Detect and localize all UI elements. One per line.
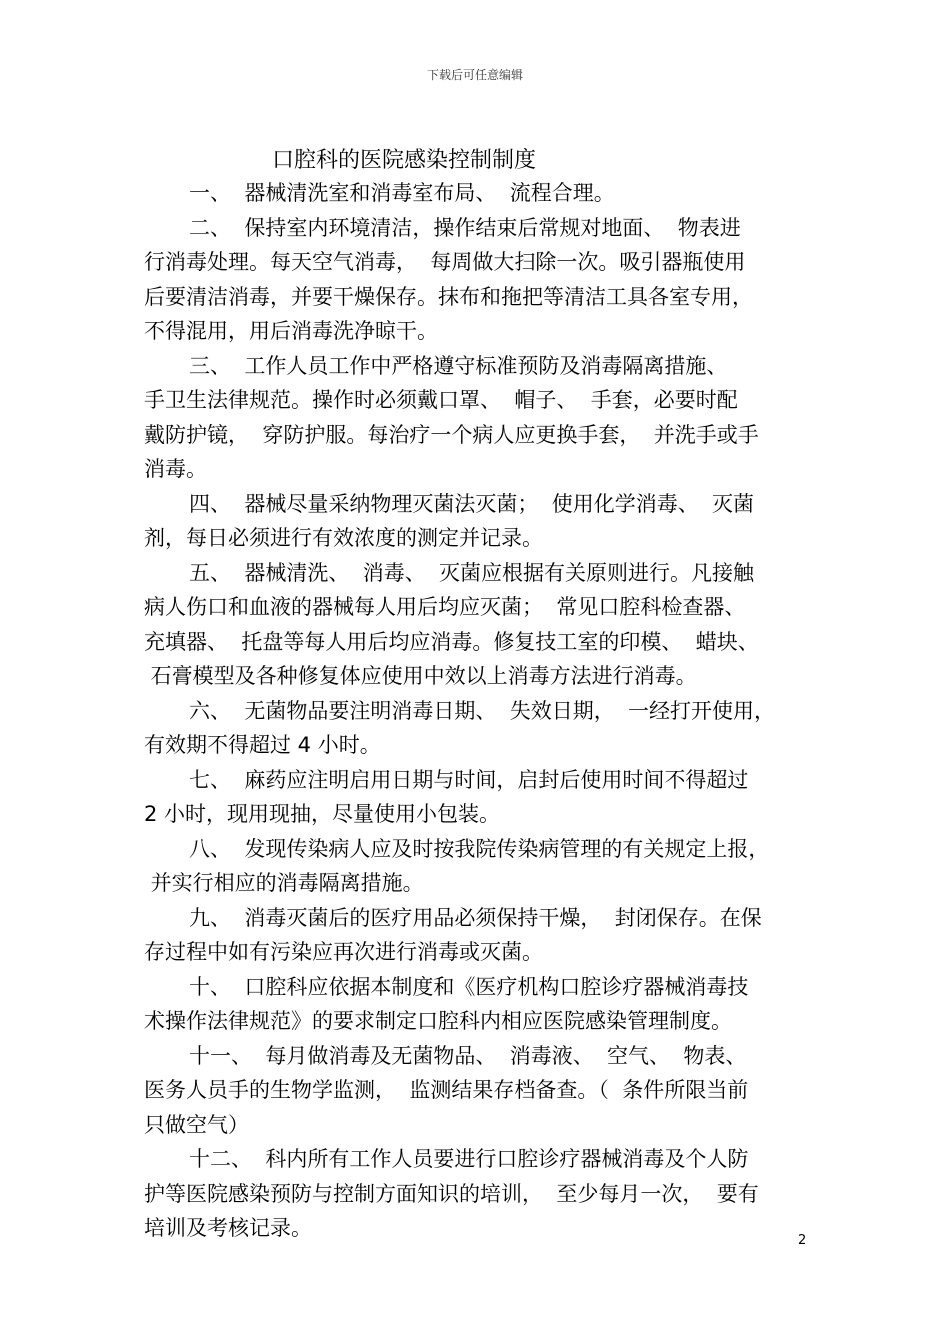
- body-line: 不得混用，用后消毒洗净晾干。: [144, 319, 438, 343]
- body-line: 七、 麻药应注明启用日期与时间，启封后使用时间不得超过: [189, 767, 749, 792]
- body-line: 二、 保持室内环境清洁，操作结束后常规对地面、 物表进: [189, 215, 741, 240]
- body-line: 三、 工作人员工作中严格遵守标准预防及消毒隔离措施、: [189, 353, 728, 378]
- body-line: 一、 器械清洗室和消毒室布局、 流程合理。: [189, 181, 615, 205]
- body-line: 培训及考核记录。: [144, 1216, 312, 1240]
- body-line: 2 小时，现用现抽，尽量使用小包装。: [144, 802, 501, 826]
- body-line: 五、 器械清洗、 消毒、 灭菌应根据有关原则进行。凡接触: [189, 560, 755, 585]
- body-line: 八、 发现传染病人应及时按我院传染病管理的有关规定上报，: [189, 836, 770, 861]
- body-line: 九、 消毒灭菌后的医疗用品必须保持干燥， 封闭保存。在保: [189, 905, 762, 930]
- body-line: 后要清洁消毒，并要干燥保存。抹布和拖把等清洁工具各室专用，: [144, 284, 753, 309]
- page-number: 2: [798, 1233, 807, 1248]
- body-line: 消毒。: [144, 457, 207, 481]
- body-line: 术操作法律规范》的要求制定口腔科内相应医院感染管理制度。: [144, 1009, 732, 1033]
- body-line: 十一、 每月做消毒及无菌物品、 消毒液、 空气、 物表、: [189, 1043, 747, 1068]
- body-line: 六、 无菌物品要注明消毒日期、 失效日期， 一经打开使用，: [189, 698, 776, 723]
- body-line: 病人伤口和血液的器械每人用后均应灭菌； 常见口腔科检查器、: [144, 595, 746, 619]
- body-line: 存过程中如有污染应再次进行消毒或灭菌。: [144, 940, 543, 964]
- body-line: 医务人员手的生物学监测， 监测结果存档备查。（ 条件所限当前: [144, 1078, 749, 1102]
- body-line: 戴防护镜， 穿防护服。每治疗一个病人应更换手套， 并洗手或手: [144, 422, 759, 447]
- body-line: 充填器、 托盘等每人用后均应消毒。修复技工室的印模、 蜡块、: [144, 629, 759, 654]
- body-line: 十二、 科内所有工作人员要进行口腔诊疗器械消毒及个人防: [189, 1147, 749, 1171]
- body-line: 有效期不得超过 4 小时。: [144, 733, 381, 757]
- body-line: 护等医院感染预防与控制方面知识的培训， 至少每月一次， 要有: [144, 1181, 759, 1206]
- body-line: 四、 器械尽量采纳物理灭菌法灭菌； 使用化学消毒、 灭菌: [189, 491, 755, 516]
- page-header: 下载后可任意编辑: [426, 68, 523, 82]
- body-line: 石膏模型及各种修复体应使用中效以上消毒方法进行消毒。: [144, 664, 697, 688]
- body-line: 并实行相应的消毒隔离措施。: [144, 871, 424, 895]
- body-line: 行消毒处理。每天空气消毒， 每周做大扫除一次。吸引器瓶使用: [144, 250, 746, 274]
- body-line: 剂，每日必须进行有效浓度的测定并记录。: [144, 526, 543, 550]
- body-line: 十、 口腔科应依据本制度和《医疗机构口腔诊疗器械消毒技: [189, 974, 749, 999]
- body-line: 手卫生法律规范。操作时必须戴口罩、 帽子、 手套，必要时配: [144, 388, 738, 412]
- document-body: [144, 176, 824, 1246]
- body-line: 只做空气）: [144, 1112, 249, 1137]
- document-title: 口腔科的医院感染控制制度: [272, 148, 537, 173]
